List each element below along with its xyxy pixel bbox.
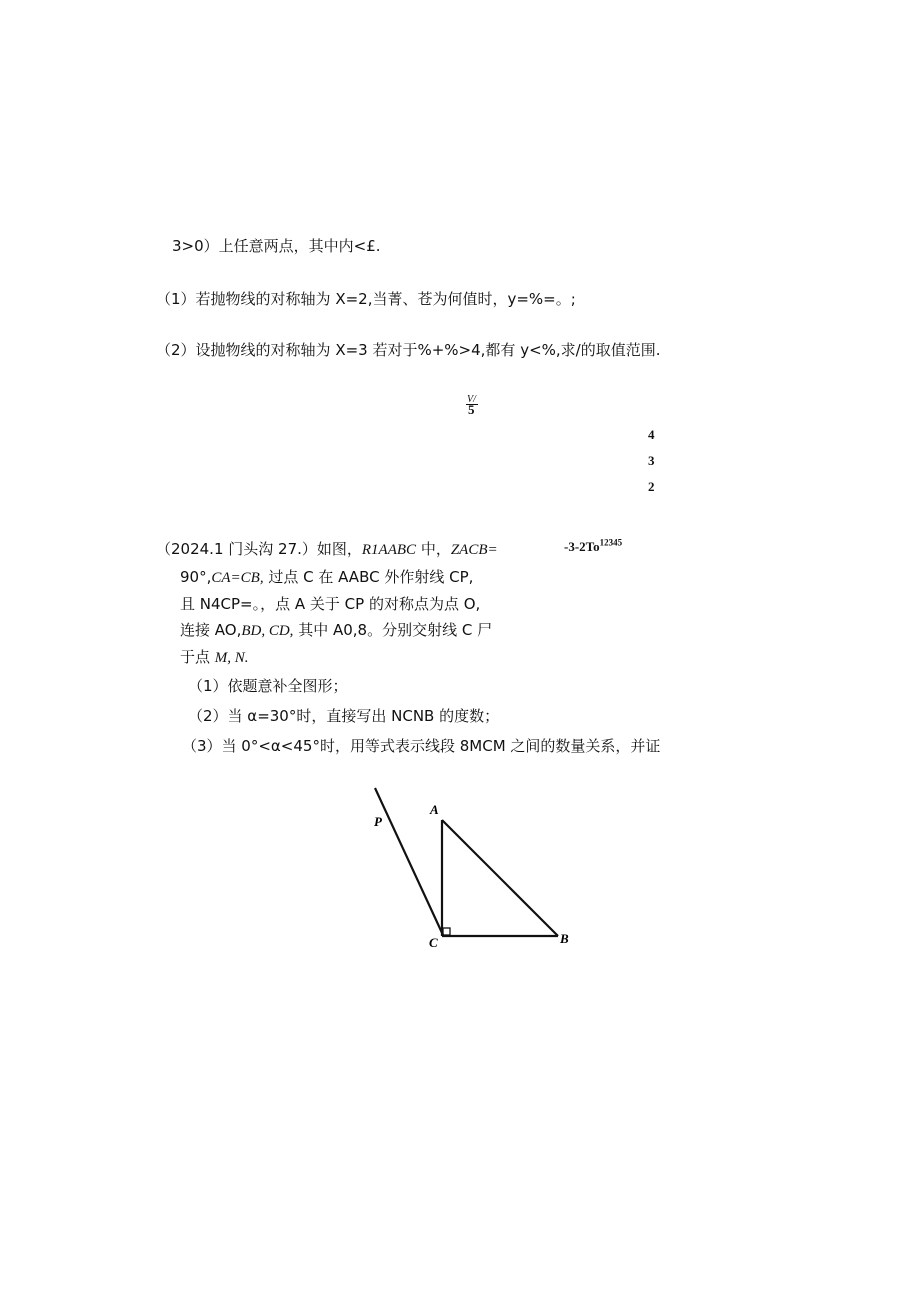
problem2-line5 [180,647,249,668]
label-b: B [560,931,569,946]
points-prefix: 于点 [180,648,215,666]
problem2-line2 [180,567,473,588]
label-p: P [374,814,382,829]
x-axis-label-main: -3-2To [564,539,600,554]
problem1-part1: （1）若抛物线的对称轴为 X=2,当菁、苍为何值时，y=%=。; [156,290,576,308]
question-2: （2）当 α=30°时，直接写出 NCNB 的度数； [188,707,500,725]
question-1: （1）依题意补全图形； [188,677,348,695]
problem2-line3: 且 N4CP=。，点 A 关于 CP 的对称点为点 O, [180,595,481,613]
x-axis-label-sup: 12345 [599,537,623,548]
label-c: C [429,935,438,950]
intersection-text: 其中 A0,8。分别交射线 C 尸 [293,621,493,639]
connect-text: 连接 AO, [180,621,242,639]
ray-construction: 过点 C 在 AABC 外作射线 CP, [263,568,474,586]
problem1-intro: 3>0）上任意两点，其中内<£. [172,237,381,255]
y-tick-5: 5 [468,402,475,417]
problem2-line1 [156,539,498,560]
y-tick-4: 4 [648,427,655,442]
angle-expression: ZACB= [450,542,498,558]
segments: BD, CD, [241,623,294,639]
x-axis-labels [564,539,622,555]
angle-value: 90°, [180,568,212,586]
points-mn: M, N. [214,650,249,666]
equal-sides: CA=CB, [211,570,264,586]
label-a: A [430,802,439,817]
y-tick-3: 3 [648,453,655,468]
problem2-source: （2024.1 门头沟 27.）如图， [156,540,362,558]
question-3: （3）当 0°<α<45°时，用等式表示线段 8MCM 之间的数量关系，并证 [182,737,661,755]
triangle-name: R1AABC [361,542,417,558]
y-tick-2: 2 [648,479,655,494]
problem2-line4 [180,620,492,641]
y-axis-top-label: V/ [467,394,476,405]
problem2-mid: 中， [416,540,451,558]
side-ab [442,820,558,936]
problem1-part2: （2）设抛物线的对称轴为 X=3 若对于%+%>4,都有 y<%,求/的取值范围. [156,341,661,359]
triangle-figure [360,780,590,960]
right-angle-mark [443,928,450,935]
